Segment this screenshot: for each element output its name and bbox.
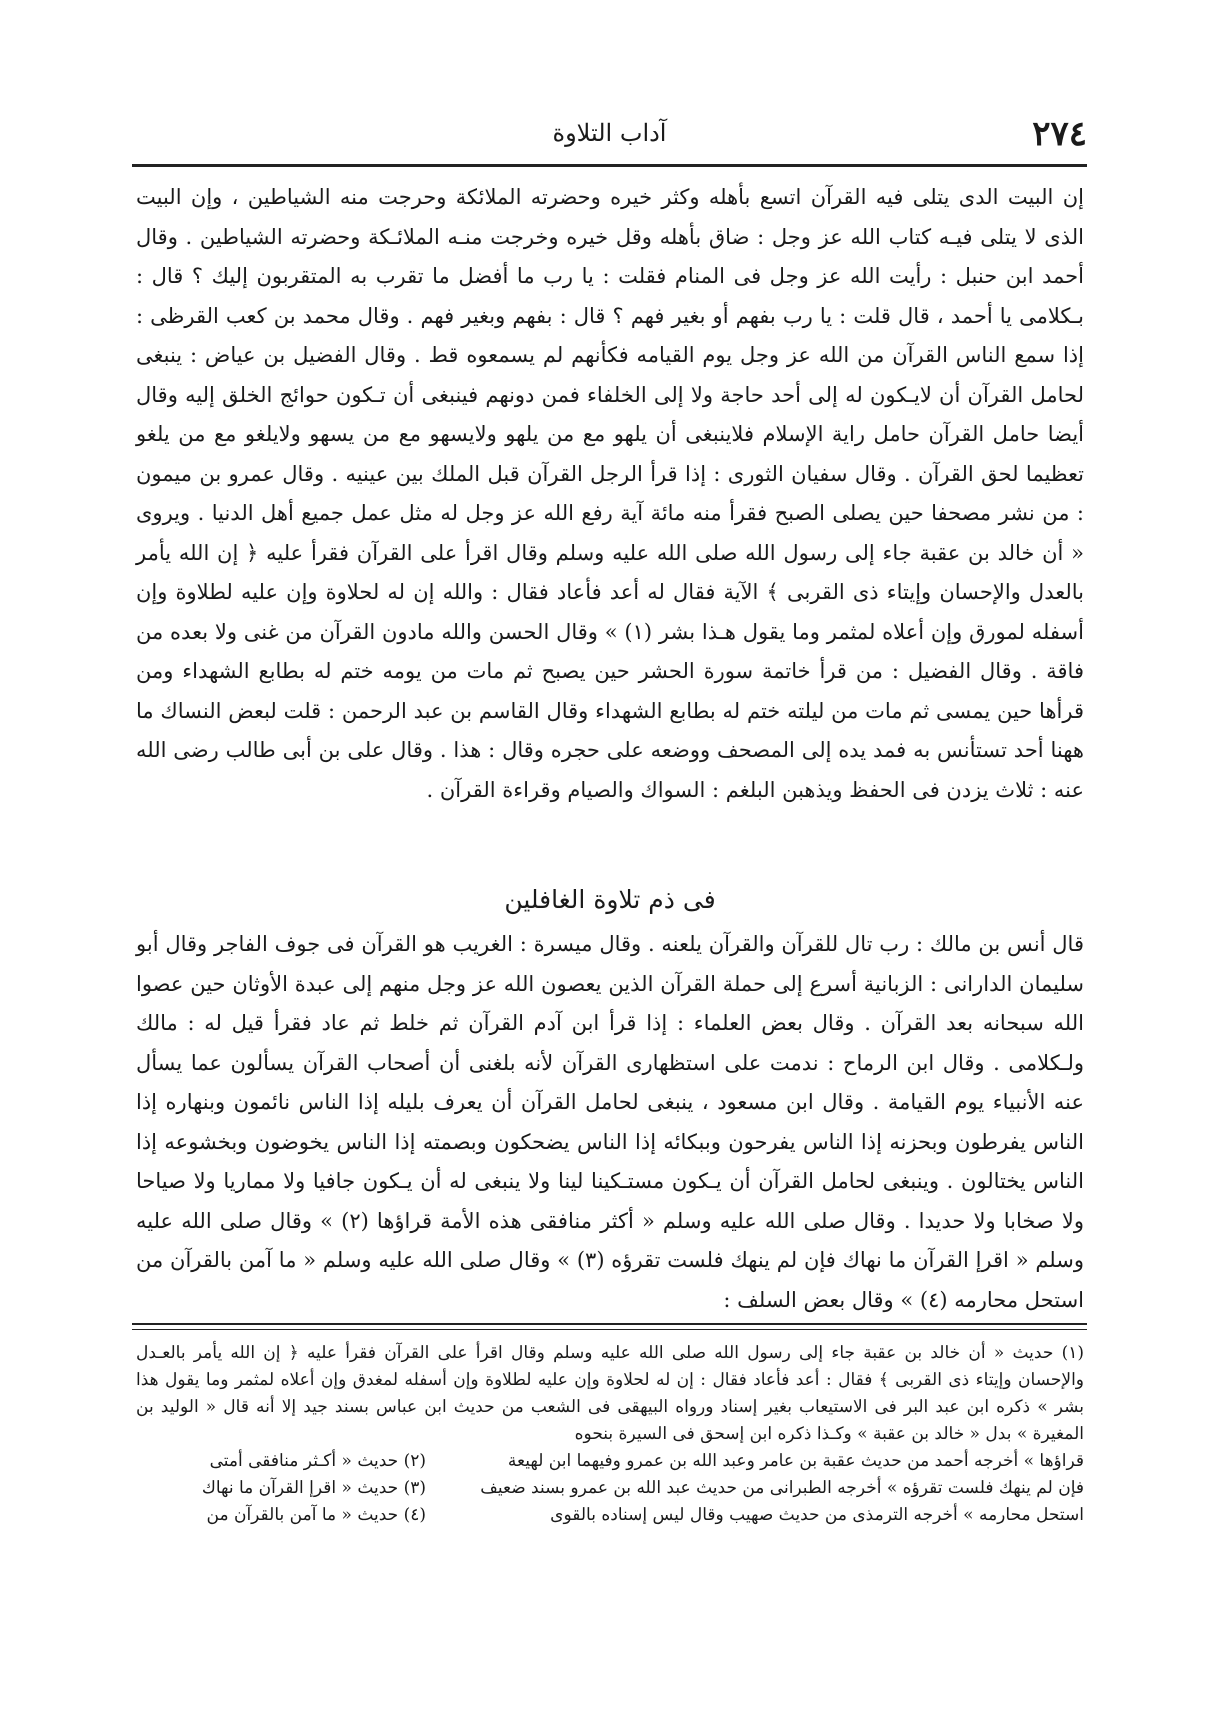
paragraph: قال أنس بن مالك : رب تال للقرآن والقرآن يلعنه . وقال ميسرة : الغريب هو القرآن فى جوف الفاجر وقال أبو سليمان الدارانى : الزبانية أسرع إلى حملة القرآن الذين يعصون الله عز وجل منهم إلى عبدة الأوثان حين عصوا الله سبحانه بعد القرآن . وقال بعض العلماء : إذا قرأ ابن آدم القرآن ثم خلط ثم عاد فقرأ قيل له : مالك ولـكلامى . وقال ابن الرماح : ندمت على استظهارى القرآن لأنه بلغنى أن أصحاب القرآن يسألون عما يسأل عنه الأنبياء يوم القيامة . وقال ابن مسعود ، ينبغى لحامل القرآن أن يعرف بليله إذا الناس نائمون وبنهاره إذا الناس يفرطون وبحزنه إذا الناس يفرحون وببكائه إذا الناس يضحكون وبصمته إذا الناس يخوضون وبخشوعه إذا الناس يختالون . وينبغى لحامل القرآن أن يـكون مستـكينا لينا ولا ينبغى له أن يـكون جافيا ولا مماريا ولا صياحا ولا صخابا ولا حديدا . وقال صلى الله عليه وسلم « أكثر منافقى هذه الأمة قراؤها (٢) » وقال صلى الله عليه وسلم « اقرإ القرآن ما نهاك فإن لم ينهك فلست تقرؤه (٣) » وقال صلى الله عليه وسلم « ما آمن بالقرآن من استحل محارمه (٤) » وقال بعض السلف :: [136, 932, 1085, 1312]
footnote-side-notes: [136, 1448, 426, 1529]
header-rule: [132, 164, 1087, 167]
page-number: ٢٧٤: [1032, 114, 1087, 154]
footnotes: [136, 1340, 1084, 1529]
paragraph: إن البيت الدى يتلى فيه القرآن اتسع بأهله وكثر خيره وحضرته الملائكة وحرجت منه الشياطين ، وإن البيت الذى لا يتلى فيـه كتاب الله عز وجل : ضاق بأهله وقل خيره وخرجت منـه الملائـكة وحضرته الشياطين . وقال أحمد ابن حنبل : رأيت الله عز وجل فى المنام فقلت : يا رب ما أفضل ما تقرب به المتقربون إليك ؟ قال : بـكلامى يا أحمد ، قال قلت : يا رب بفهم أو بغير فهم ؟ قال : بفهم وبغير فهم . وقال محمد بن كعب القرظى : إذا سمع الناس القرآن من الله عز وجل يوم القيامه فكأنهم لم يسمعوه قط . وقال الفضيل بن عياض : ينبغى لحامل القرآن أن لايـكون له إلى أحد حاجة ولا إلى الخلفاء فمن دونهم فينبغى أن تـكون حوائج الخلق إليه وقال أيضا حامل القرآن حامل راية الإسلام فلاينبغى أن يلهو مع من يلهو ولايسهو مع من يسهو ولايلغو مع من يلغو تعظيما لحق القرآن . وقال سفيان الثورى : إذا قرأ الرجل القرآن قبل الملك بين عينيه . وقال عمرو بن ميمون : من نشر مصحفا حين يصلى الصبح فقرأ منه مائة آية رفع الله عز وجل له مثل عمل جميع أهل الدنيا . ويروى « أن خالد بن عقبة جاء إلى رسول الله صلى الله عليه وسلم وقال اقرأ على القرآن فقرأ عليه ﴿ إن الله يأمر بالعدل والإحسان وإيتاء ذى القربى ﴾ الآية فقال له أعد فأعاد فقال : والله إن له لحلاوة وإن عليه لطلاوة وإن أسفله لمورق وإن أعلاه لمثمر وما يقول هـذا بشر (١) » وقال الحسن والله مادون القرآن من غنى ولا بعده من فاقة . وقال الفضيل : من قرأ خاتمة سورة الحشر حين يصبح ثم مات من يومه ختم له بطابع الشهداء ومن قرأها حين يمسى ثم مات من ليلته ختم له بطابع الشهداء وقال القاسم بن عبد الرحمن : قلت لبعض النساك ما ههنا أحد تستأنس به فمد يده إلى المصحف ووضعه على حجره وقال : هذا . وقال على بن أبى طالب رضى الله عنه : ثلاث يزدن فى الحفظ ويذهبن البلغم : السواك والصيام وقراءة القرآن .: [136, 185, 1084, 802]
footnote-2-label: (٢) حديث « أكـثر منافقى أمتى: [209, 1451, 426, 1471]
footnote-continuations: [436, 1448, 1084, 1529]
main-text-upper: [136, 178, 1084, 810]
footnote-4-label: (٤) حديث « ما آمن بالقرآن من: [206, 1505, 426, 1525]
footnote-3-label: (٣) حديث « اقرإ القرآن ما نهاك: [201, 1478, 426, 1498]
page-header: [132, 112, 1087, 164]
footnote-rule: [132, 1323, 1087, 1325]
footnote-2-text: قراؤها » أخرجه أحمد من حديث عقبة بن عامر وعبد الله بن عمرو وفيهما ابن لهيعة: [507, 1451, 1084, 1471]
footnote-columns: [136, 1448, 1084, 1529]
footnote-3-text: فإن لم ينهك فلست تقرؤه » أخرجه الطبرانى من حديث عبد الله بن عمرو بسند ضعيف: [480, 1478, 1084, 1498]
running-title: آداب التلاوة: [552, 119, 667, 147]
footnote-4-text: استحل محارمه » أخرجه الترمذى من حديث صهيب وقال ليس إسناده بالقوى: [550, 1505, 1084, 1525]
footnote-1: (١) حديث « أن خالد بن عقبة جاء إلى رسول الله صلى الله عليه وسلم وقال اقرأ على القرآن فقرأ عليه ﴿ إن الله يأمر بالعـدل والإحسان وإيتاء ذى القربى ﴾ فقال : أعد فأعاد فقال : إن له لحلاوة وإن عليه لطلاوة وإن أسفله لمغدق وإن أعلاه لمثمر وما يقول هذا بشر » ذكره ابن عبد البر فى الاستيعاب بغير إسناد ورواه البيهقى فى الشعب من حديث ابن عباس بسند جيد إلا أنه قال « الوليد بن المغيرة » بدل « خالد بن عقبة » وكـذا ذكره ابن إسحق فى السيرة بنحوه: [136, 1343, 1084, 1444]
section-heading: فى ذم تلاوة الغافلين: [504, 885, 716, 914]
main-text-lower: [136, 925, 1084, 1320]
footnote-rule-thin: [132, 1329, 1087, 1330]
